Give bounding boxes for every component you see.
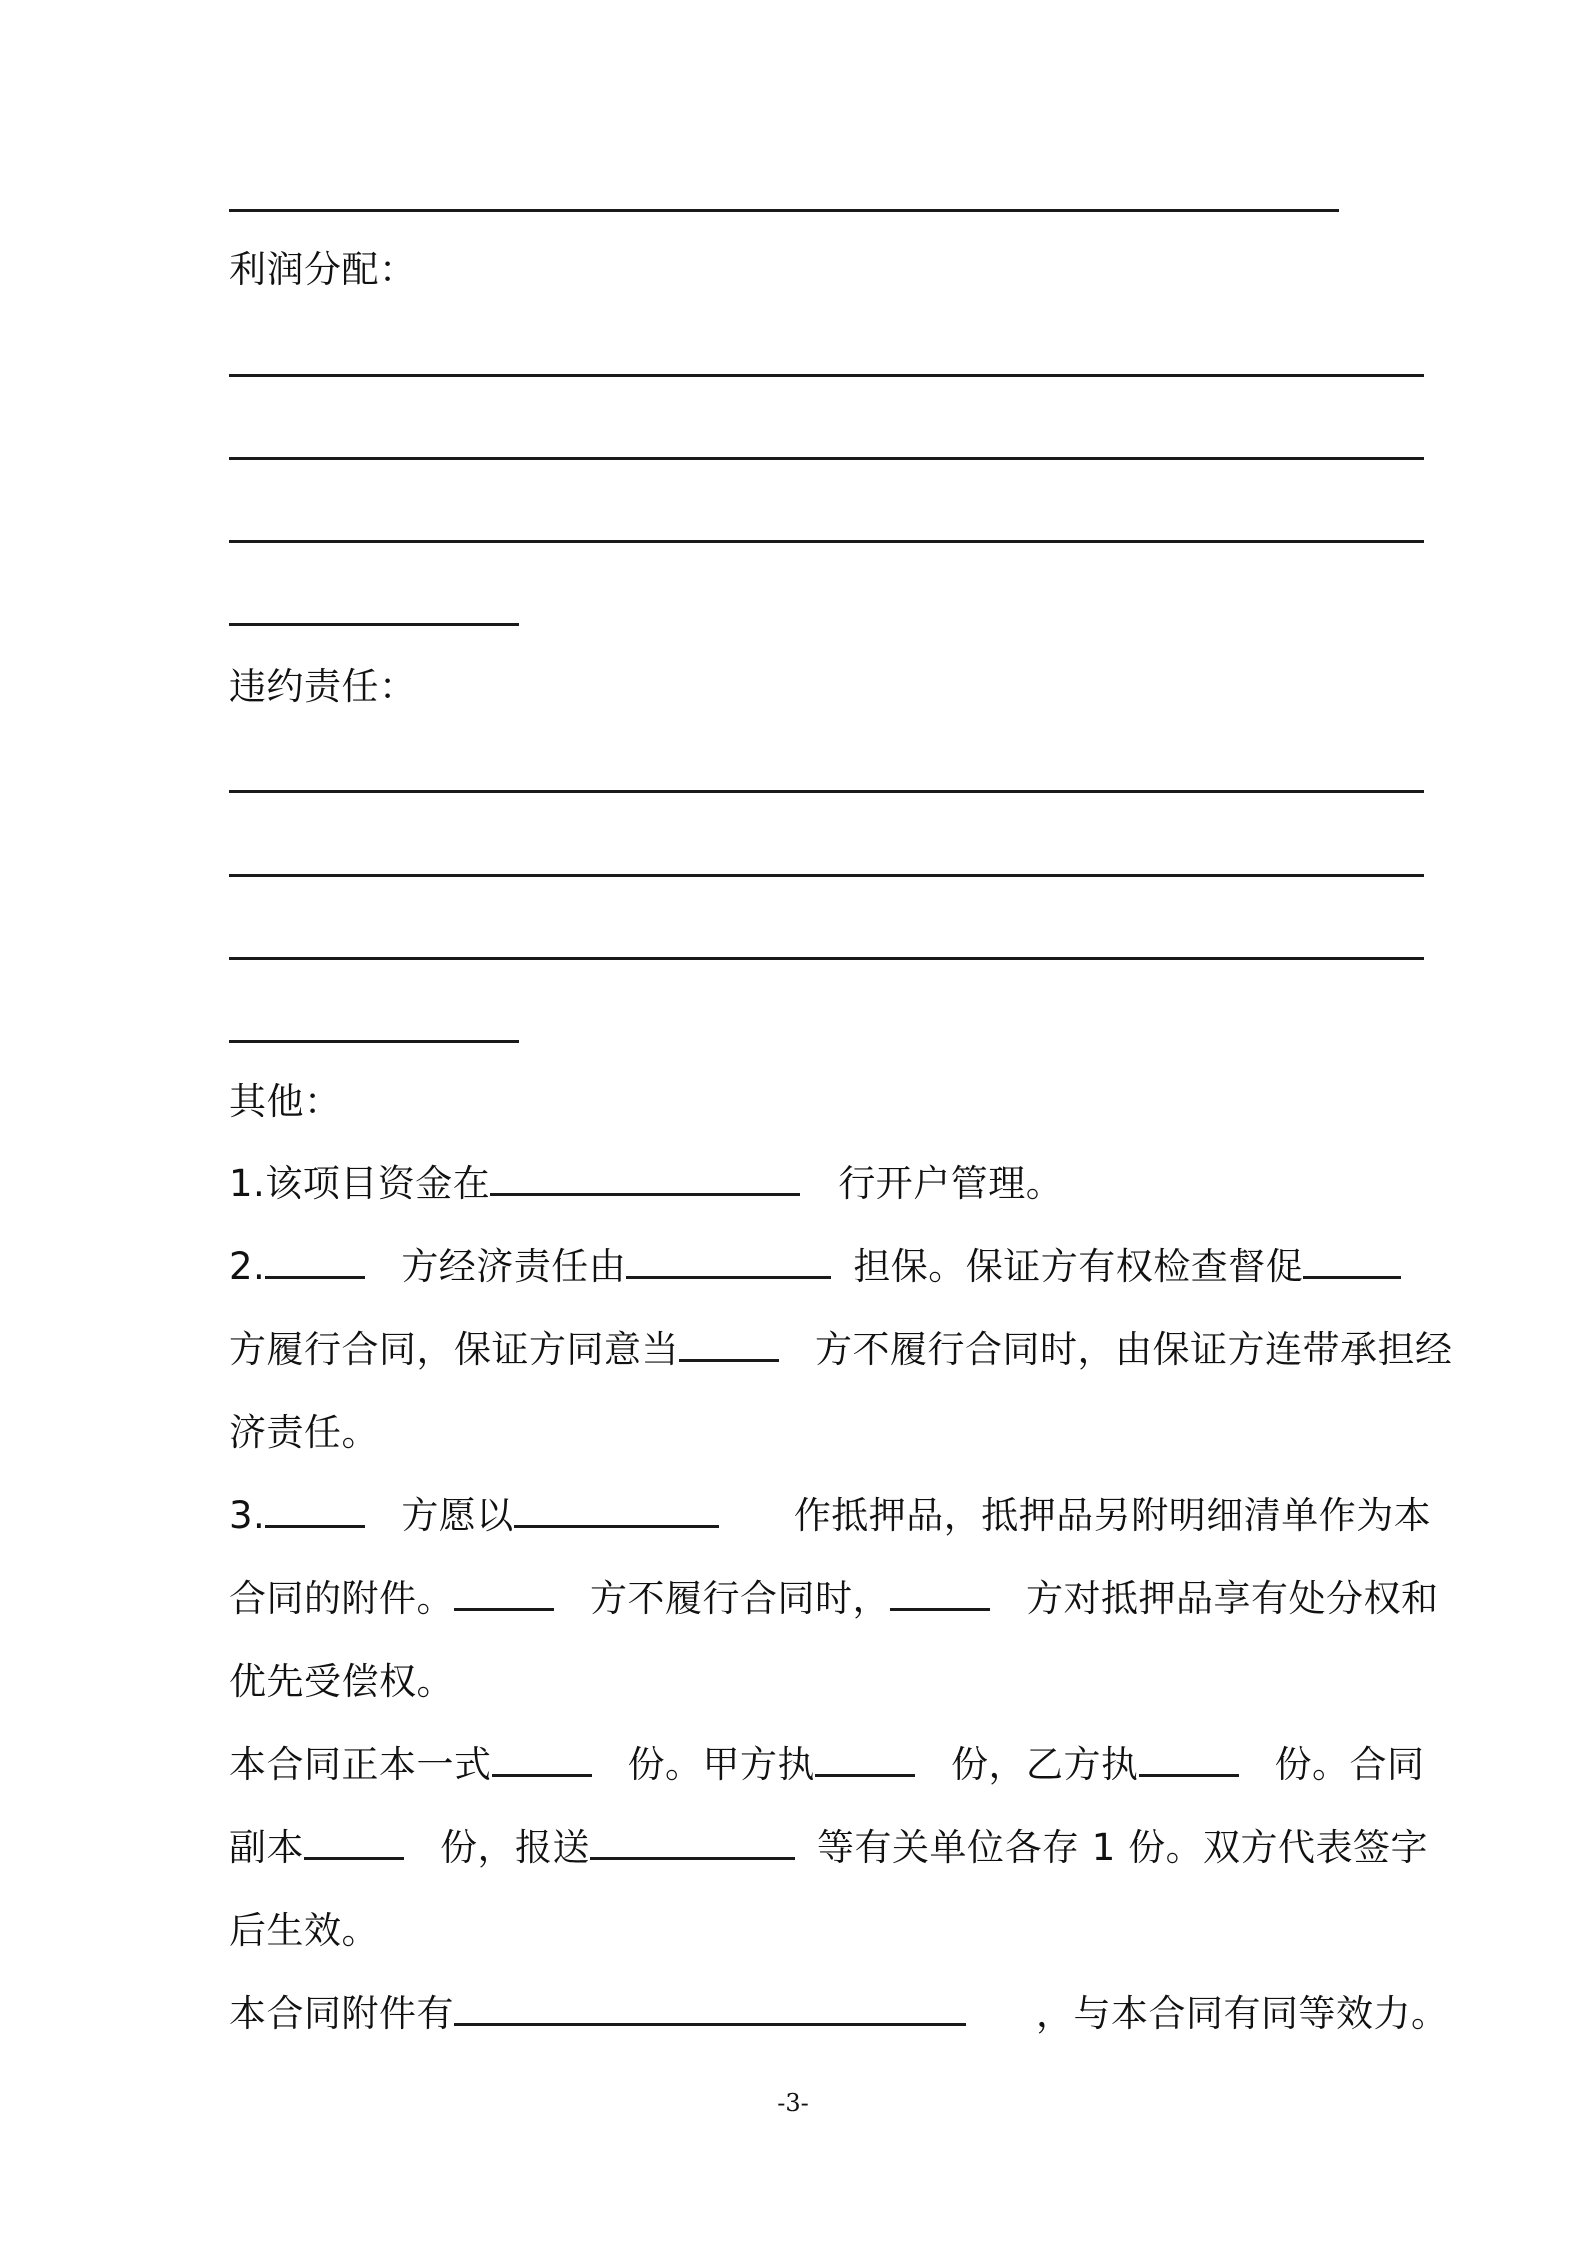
clause-text: 本合同正本一式 bbox=[229, 1743, 492, 1786]
party-blank bbox=[1303, 1244, 1401, 1279]
clause-text: 方愿以 bbox=[401, 1494, 514, 1537]
clause-2-line-2 bbox=[229, 1326, 1453, 1374]
party-blank bbox=[265, 1244, 365, 1279]
page-number: -3- bbox=[777, 2089, 809, 2117]
copies-line-3: 后生效。 bbox=[229, 1909, 379, 1952]
fill-line bbox=[229, 374, 1424, 377]
clause-text: 1.该项目资金在 bbox=[229, 1162, 491, 1205]
clause-text: 方对抵押品享有处分权和 bbox=[1026, 1577, 1439, 1620]
clause-2-line-1 bbox=[229, 1243, 1401, 1291]
clause-text: 行开户管理。 bbox=[838, 1162, 1064, 1205]
count-blank bbox=[1139, 1742, 1239, 1777]
clause-text: 本合同附件有 bbox=[229, 1992, 454, 2035]
clause-3-line-3: 优先受偿权。 bbox=[229, 1660, 454, 1703]
bank-name-blank bbox=[490, 1161, 800, 1196]
count-blank bbox=[492, 1742, 592, 1777]
party-blank bbox=[265, 1493, 365, 1528]
clause-text: 等有关单位各存 1 份。双方代表签字 bbox=[817, 1826, 1429, 1869]
clause-text: 作抵押品，抵押品另附明细清单作为本 bbox=[793, 1494, 1432, 1537]
clause-text: 方不履行合同时， bbox=[590, 1577, 890, 1620]
clause-text: 2. bbox=[229, 1245, 266, 1288]
copies-line-2 bbox=[229, 1824, 1428, 1872]
party-blank bbox=[679, 1327, 779, 1362]
fill-line bbox=[229, 957, 1424, 960]
copies-line-1 bbox=[229, 1741, 1425, 1789]
count-blank bbox=[304, 1825, 404, 1860]
guarantor-blank bbox=[626, 1244, 831, 1279]
party-blank bbox=[890, 1576, 990, 1611]
clause-text: 方履行合同，保证方同意当 bbox=[229, 1328, 679, 1371]
clause-text: 方不履行合同时，由保证方连带承担经 bbox=[815, 1328, 1453, 1371]
fill-line bbox=[229, 790, 1424, 793]
clause-text: 方经济责任由 bbox=[401, 1245, 627, 1288]
clause-text: 担保。保证方有权检查督促 bbox=[853, 1245, 1304, 1288]
party-blank bbox=[454, 1576, 554, 1611]
recipient-blank bbox=[590, 1825, 795, 1860]
fill-line bbox=[229, 1040, 519, 1043]
clause-text: 份。合同 bbox=[1274, 1743, 1425, 1786]
section-heading-breach: 违约责任： bbox=[229, 665, 417, 708]
clause-text: 份，乙方执 bbox=[951, 1743, 1139, 1786]
clause-2-line-3: 济责任。 bbox=[229, 1411, 379, 1454]
section-heading-profit: 利润分配： bbox=[229, 248, 417, 291]
clause-1 bbox=[229, 1160, 1063, 1208]
clause-text: ，与本合同有同等效力。 bbox=[1036, 1992, 1449, 2035]
clause-text: 副本 bbox=[229, 1826, 304, 1869]
clause-3-line-1 bbox=[229, 1492, 1431, 1540]
fill-line bbox=[229, 874, 1424, 877]
clause-text: 3. bbox=[229, 1494, 266, 1537]
fill-line bbox=[229, 540, 1424, 543]
clause-text: 合同的附件。 bbox=[229, 1577, 454, 1620]
fill-line bbox=[229, 209, 1339, 212]
fill-line bbox=[229, 457, 1424, 460]
count-blank bbox=[815, 1742, 915, 1777]
clause-text: 份。甲方执 bbox=[627, 1743, 815, 1786]
attachment-blank bbox=[454, 1991, 966, 2026]
fill-line bbox=[229, 623, 519, 626]
clause-3-line-2 bbox=[229, 1575, 1439, 1623]
section-heading-other: 其他： bbox=[229, 1080, 342, 1123]
attachments-line bbox=[229, 1990, 1449, 2038]
collateral-blank bbox=[514, 1493, 719, 1528]
clause-text: 份，报送 bbox=[440, 1826, 590, 1869]
